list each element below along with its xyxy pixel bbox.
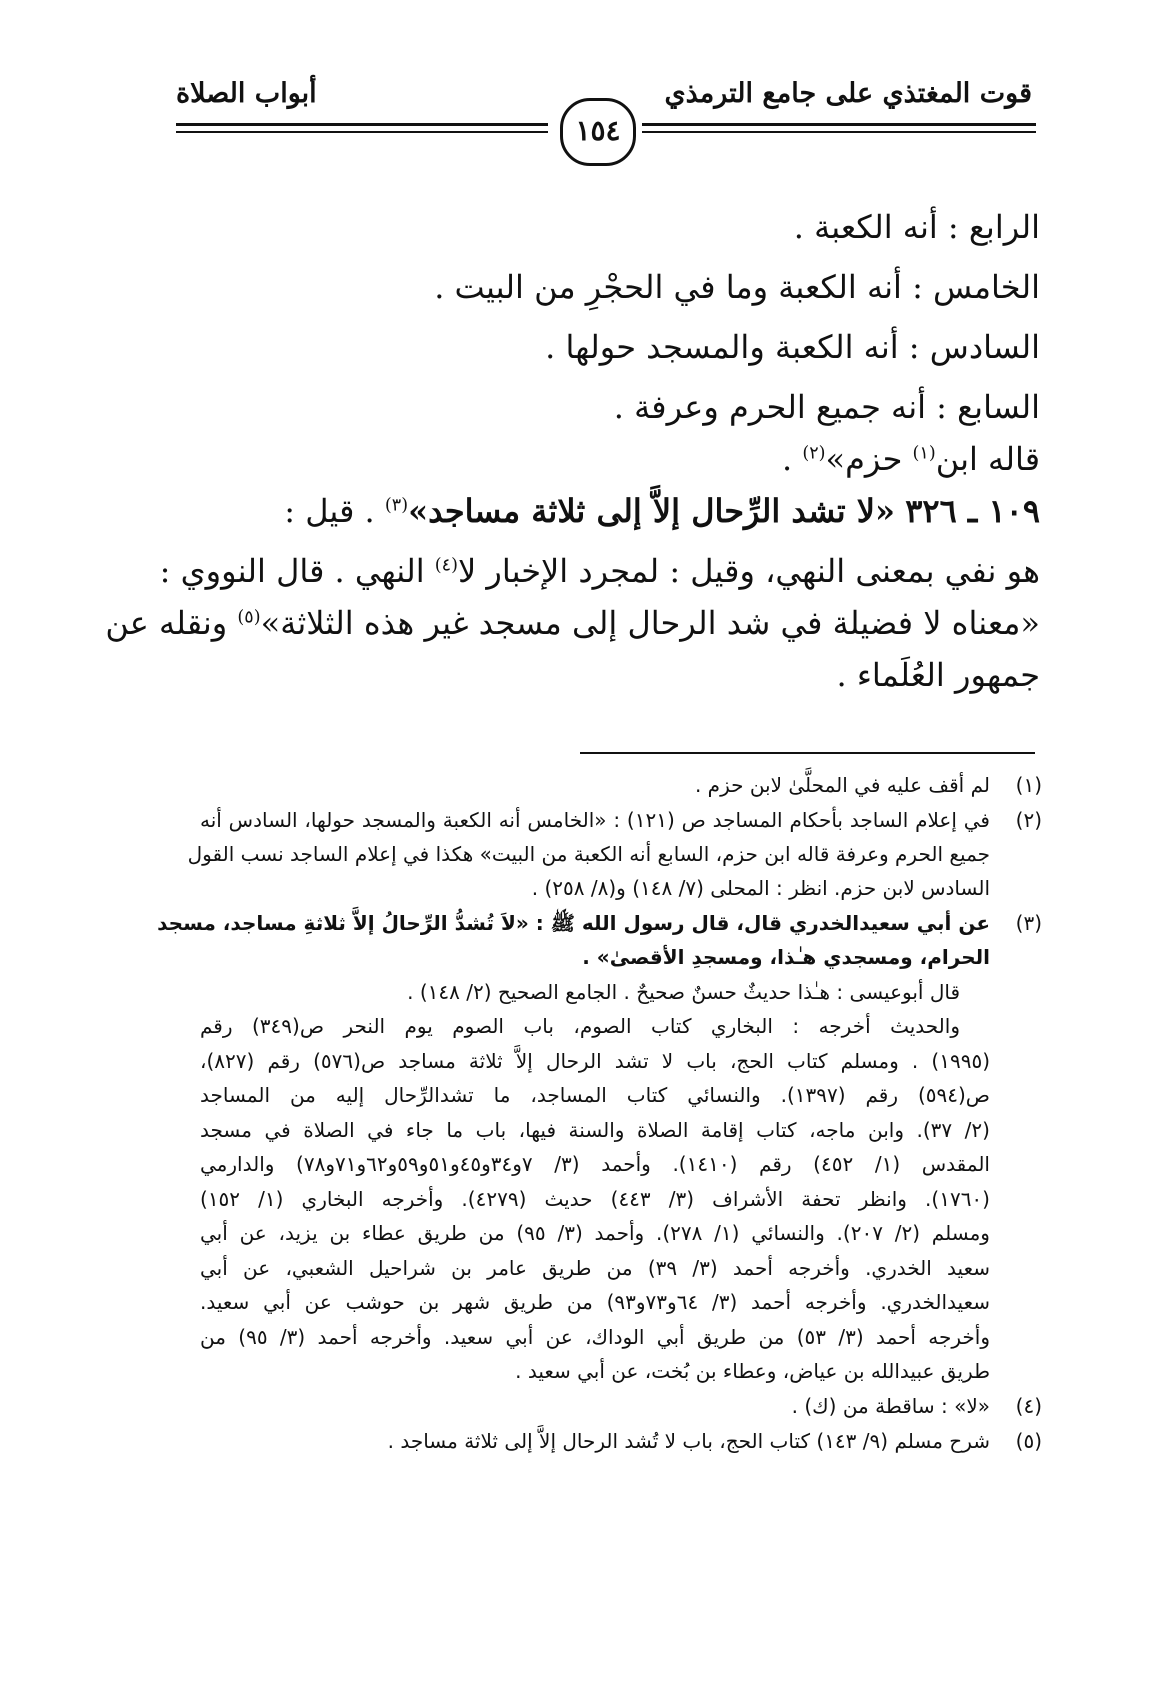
attribution-mid: حزم» [825,440,913,478]
hadith-text: «لا تشد الرِّحال إلاَّ إلى ثلاثة مساجد» [408,492,896,530]
footnote-3-number: (٣) [1015,911,1042,935]
footnote-3-line: عن أبي سعيدالخدري قال، قال رسول الله ﷺ : «لاَ تُشدُّ الرِّحالُ إلاَّ ثلاثةِ مساجد، مسجد [157,911,990,935]
footnote-ref-5: (٥) [237,607,261,628]
list-item-sixth: السادس : أنه الكعبة والمسجد حولها . [545,328,1040,366]
footnote-5-text: شرح مسلم (٩/ ١٤٣) كتاب الحج، باب لا تُشد الرحال إلاَّ إلى ثلاثة مساجد . [387,1429,990,1453]
footnote-1-number: (١) [1015,773,1042,797]
footnote-3-line: سعيد الخدري. وأخرجه أحمد (٣/ ٣٩) من طريق عامر بن شراحيل الشعبي، عن أبي [200,1256,990,1280]
paragraph-line-1-tail: النهي . قال النووي : [159,552,435,590]
hadith-after: . قيل : [284,492,385,530]
footnote-2-line: السادس لابن حزم. انظر : المحلى (٧/ ١٤٨) و(٨/ ٢٥٨) . [531,876,990,900]
footnote-ref-2: (٢) [802,443,826,464]
footnote-3-line: (٢/ ٣٧). وابن ماجه، كتاب إقامة الصلاة والسنة فيها، باب ما جاء في الصلاة في مسجد [200,1118,990,1142]
paragraph-line-3-text: جمهور العُلَماء . [836,656,1040,694]
footnote-4-text: «لا» : ساقطة من (ك) . [791,1394,990,1418]
footnote-2-line: جميع الحرم وعرفة قاله ابن حزم، السابع أنه الكعبة من البيت» هكذا في إعلام الساجد نسب القول [187,842,990,866]
footnote-3-line: ص(٥٩٤) رقم (١٣٩٧). والنسائي كتاب المساجد، ما تشدالرِّحال إليه من المساجد [200,1083,990,1107]
running-head-section-title: أبواب الصلاة [176,78,317,109]
footnote-ref-1: (١) [912,443,936,464]
footnote-1-text: لم أقف عليه في المحلَّىٰ لابن حزم . [694,773,990,797]
footnote-3-line: (١٧٦٠). وانظر تحفة الأشراف (٣/ ٤٤٣) حديث (٤٢٧٩). وأخرجه البخاري (١/ ١٥٢) [200,1187,990,1211]
list-item-fifth: الخامس : أنه الكعبة وما في الحجْرِ من البيت . [434,268,1040,306]
paragraph-line-1-text: هو نفي بمعنى النهي، وقيل : لمجرد الإخبار لا [457,552,1040,590]
footnote-3-line: المقدس (١/ ٤٥٢) رقم (١٤١٠). وأحمد (٣/ ٧و٣٤و٤٥و٥١و٥٩و٦٢و٧١و٧٨) والدارمي [200,1152,990,1176]
running-head-book-title: قوت المغتذي على جامع الترمذي [664,78,1032,109]
footnote-3-line: وأخرجه أحمد (٣/ ٥٣) من طريق أبي الوداك، عن أبي سعيد. وأخرجه أحمد (٣/ ٩٥) من [200,1325,990,1349]
attribution-pre: قاله ابن [935,440,1040,478]
footnote-3-line: (١٩٩٥) . ومسلم كتاب الحج، باب لا تشد الرحال إلاَّ ثلاثة مساجد ص(٥٧٦) رقم (٨٢٧)، [200,1049,991,1073]
page-number-badge: ١٥٤ [560,98,636,166]
list-item-seventh: السابع : أنه جميع الحرم وعرفة . [613,388,1040,426]
footnote-2-line: في إعلام الساجد بأحكام المساجد ص (١٢١) : «الخامس أنه الكعبة والمسجد حولها، السادس أنه [200,808,990,832]
footnote-ref-4: (٤) [434,555,458,576]
footnote-3-line: سعيدالخدري. وأخرجه أحمد (٣/ ٦٤و٧٣و٩٣) من طريق شهر بن حوشب عن أبي سعيد. [200,1290,990,1314]
footnote-3-line: قال أبوعيسى : هـٰذا حديثٌ حسنٌ صحيحٌ . الجامع الصحيح (٢/ ١٤٨) . [407,980,960,1004]
footnote-ref-3: (٣) [384,495,409,516]
hadith-number: ١٠٩ ـ ٣٢٦ [905,492,1040,530]
list-item-fourth: الرابع : أنه الكعبة . [793,208,1040,246]
paragraph-line-2-tail: ونقله عن [105,604,238,642]
footnote-3-line: والحديث أخرجه : البخاري كتاب الصوم، باب الصوم يوم النحر ص(٣٤٩) رقم [200,1014,960,1038]
footnote-5-number: (٥) [1015,1429,1042,1453]
footnote-3-line: طريق عبيدالله بن عياض، وعطاء بن بُخت، عن أبي سعيد . [515,1359,990,1383]
attribution-post: . [781,440,803,478]
footnote-4-number: (٤) [1015,1394,1042,1418]
footnote-3-line: ومسلم (٢/ ٢٠٧). والنسائي (١/ ٢٧٨). وأحمد (٣/ ٩٥) من طريق عطاء بن يزيد، عن أبي [200,1221,990,1245]
paragraph-line-2-text: «معناه لا فضيلة في شد الرحال إلى مسجد غير هذه الثلاثة» [260,604,1040,642]
footnote-2-number: (٢) [1015,808,1042,832]
footnote-3-line: الحرام، ومسجدي هـٰذا، ومسجدِ الأقصىٰ» . [582,945,990,969]
